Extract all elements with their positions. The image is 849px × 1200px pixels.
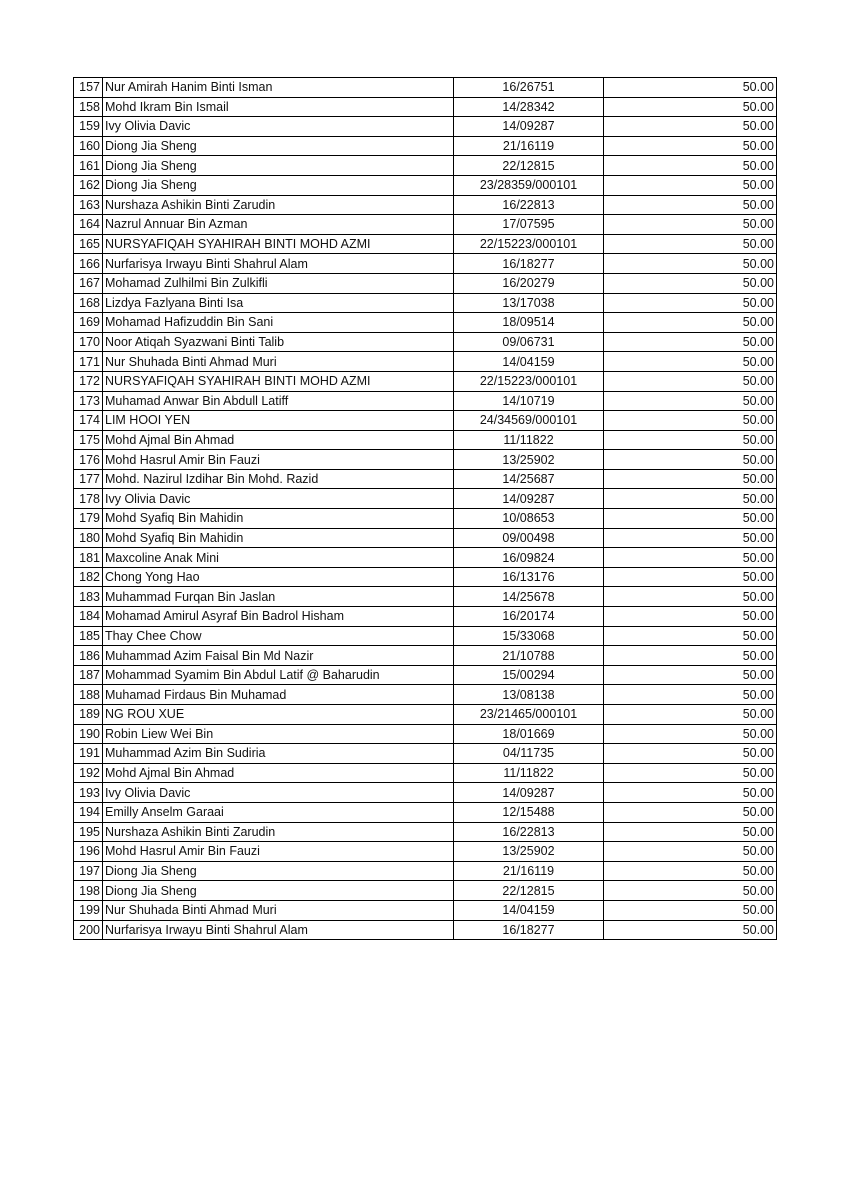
table-row <box>74 587 777 607</box>
row-number: 195 <box>74 822 103 842</box>
table-row <box>74 783 777 803</box>
amount-cell: 50.00 <box>604 626 777 646</box>
amount-cell: 50.00 <box>604 313 777 333</box>
reference-id-cell: 21/16119 <box>454 136 604 156</box>
reference-id-cell: 10/08653 <box>454 509 604 529</box>
reference-id-cell: 21/16119 <box>454 861 604 881</box>
name-cell: Mohd Hasrul Amir Bin Fauzi <box>103 842 454 862</box>
name-cell: Nurfarisya Irwayu Binti Shahrul Alam <box>103 920 454 940</box>
table-row <box>74 665 777 685</box>
table-row <box>74 920 777 940</box>
table-row <box>74 352 777 372</box>
reference-id-cell: 13/25902 <box>454 842 604 862</box>
name-cell: Mohd Ikram Bin Ismail <box>103 97 454 117</box>
table-row <box>74 822 777 842</box>
name-cell: Nur Shuhada Binti Ahmad Muri <box>103 352 454 372</box>
amount-cell: 50.00 <box>604 391 777 411</box>
row-number: 192 <box>74 763 103 783</box>
table-row <box>74 548 777 568</box>
table-row <box>74 97 777 117</box>
table-row <box>74 313 777 333</box>
row-number: 199 <box>74 900 103 920</box>
amount-cell: 50.00 <box>604 724 777 744</box>
name-cell: Nur Shuhada Binti Ahmad Muri <box>103 900 454 920</box>
table-row <box>74 900 777 920</box>
records-table-body <box>74 78 777 940</box>
table-row <box>74 842 777 862</box>
amount-cell: 50.00 <box>604 587 777 607</box>
row-number: 160 <box>74 136 103 156</box>
table-row <box>74 685 777 705</box>
reference-id-cell: 16/18277 <box>454 920 604 940</box>
amount-cell: 50.00 <box>604 97 777 117</box>
name-cell: Chong Yong Hao <box>103 567 454 587</box>
amount-cell: 50.00 <box>604 567 777 587</box>
table-row <box>74 509 777 529</box>
row-number: 178 <box>74 489 103 509</box>
name-cell: Nurshaza Ashikin Binti Zarudin <box>103 822 454 842</box>
name-cell: Ivy Olivia Davic <box>103 489 454 509</box>
amount-cell: 50.00 <box>604 156 777 176</box>
amount-cell: 50.00 <box>604 450 777 470</box>
amount-cell: 50.00 <box>604 763 777 783</box>
name-cell: NURSYAFIQAH SYAHIRAH BINTI MOHD AZMI <box>103 371 454 391</box>
reference-id-cell: 16/26751 <box>454 78 604 98</box>
amount-cell: 50.00 <box>604 528 777 548</box>
reference-id-cell: 24/34569/000101 <box>454 411 604 431</box>
row-number: 189 <box>74 705 103 725</box>
amount-cell: 50.00 <box>604 195 777 215</box>
amount-cell: 50.00 <box>604 332 777 352</box>
amount-cell: 50.00 <box>604 861 777 881</box>
row-number: 157 <box>74 78 103 98</box>
reference-id-cell: 18/09514 <box>454 313 604 333</box>
name-cell: Lizdya Fazlyana Binti Isa <box>103 293 454 313</box>
row-number: 165 <box>74 234 103 254</box>
reference-id-cell: 23/21465/000101 <box>454 705 604 725</box>
table-row <box>74 744 777 764</box>
name-cell: Mohamad Amirul Asyraf Bin Badrol Hisham <box>103 607 454 627</box>
name-cell: Mohamad Hafizuddin Bin Sani <box>103 313 454 333</box>
reference-id-cell: 23/28359/000101 <box>454 175 604 195</box>
name-cell: Mohd Hasrul Amir Bin Fauzi <box>103 450 454 470</box>
amount-cell: 50.00 <box>604 273 777 293</box>
name-cell: Mohamad Zulhilmi Bin Zulkifli <box>103 273 454 293</box>
row-number: 196 <box>74 842 103 862</box>
name-cell: Diong Jia Sheng <box>103 136 454 156</box>
table-row <box>74 293 777 313</box>
amount-cell: 50.00 <box>604 175 777 195</box>
amount-cell: 50.00 <box>604 685 777 705</box>
row-number: 183 <box>74 587 103 607</box>
table-row <box>74 175 777 195</box>
reference-id-cell: 22/15223/000101 <box>454 234 604 254</box>
row-number: 181 <box>74 548 103 568</box>
reference-id-cell: 13/08138 <box>454 685 604 705</box>
name-cell: Nurfarisya Irwayu Binti Shahrul Alam <box>103 254 454 274</box>
amount-cell: 50.00 <box>604 822 777 842</box>
amount-cell: 50.00 <box>604 78 777 98</box>
amount-cell: 50.00 <box>604 900 777 920</box>
amount-cell: 50.00 <box>604 842 777 862</box>
name-cell: Emilly Anselm Garaai <box>103 802 454 822</box>
row-number: 162 <box>74 175 103 195</box>
amount-cell: 50.00 <box>604 548 777 568</box>
row-number: 186 <box>74 646 103 666</box>
name-cell: Diong Jia Sheng <box>103 156 454 176</box>
table-row <box>74 156 777 176</box>
name-cell: Muhammad Azim Faisal Bin Md Nazir <box>103 646 454 666</box>
table-row <box>74 489 777 509</box>
row-number: 177 <box>74 469 103 489</box>
reference-id-cell: 09/06731 <box>454 332 604 352</box>
table-row <box>74 371 777 391</box>
reference-id-cell: 14/09287 <box>454 783 604 803</box>
row-number: 182 <box>74 567 103 587</box>
records-table <box>73 77 777 940</box>
table-row <box>74 234 777 254</box>
name-cell: Maxcoline Anak Mini <box>103 548 454 568</box>
amount-cell: 50.00 <box>604 430 777 450</box>
reference-id-cell: 14/25678 <box>454 587 604 607</box>
name-cell: Mohd Syafiq Bin Mahidin <box>103 509 454 529</box>
table-row <box>74 332 777 352</box>
reference-id-cell: 12/15488 <box>454 802 604 822</box>
table-row <box>74 763 777 783</box>
row-number: 191 <box>74 744 103 764</box>
reference-id-cell: 22/12815 <box>454 156 604 176</box>
row-number: 168 <box>74 293 103 313</box>
name-cell: Robin Liew Wei Bin <box>103 724 454 744</box>
amount-cell: 50.00 <box>604 411 777 431</box>
name-cell: Muhammad Furqan Bin Jaslan <box>103 587 454 607</box>
amount-cell: 50.00 <box>604 293 777 313</box>
reference-id-cell: 22/15223/000101 <box>454 371 604 391</box>
row-number: 185 <box>74 626 103 646</box>
reference-id-cell: 16/20279 <box>454 273 604 293</box>
amount-cell: 50.00 <box>604 705 777 725</box>
amount-cell: 50.00 <box>604 920 777 940</box>
table-row <box>74 254 777 274</box>
amount-cell: 50.00 <box>604 783 777 803</box>
row-number: 171 <box>74 352 103 372</box>
row-number: 197 <box>74 861 103 881</box>
table-row <box>74 528 777 548</box>
row-number: 184 <box>74 607 103 627</box>
name-cell: Mohd Ajmal Bin Ahmad <box>103 763 454 783</box>
name-cell: Nurshaza Ashikin Binti Zarudin <box>103 195 454 215</box>
table-row <box>74 724 777 744</box>
row-number: 175 <box>74 430 103 450</box>
amount-cell: 50.00 <box>604 646 777 666</box>
row-number: 188 <box>74 685 103 705</box>
row-number: 180 <box>74 528 103 548</box>
reference-id-cell: 14/09287 <box>454 489 604 509</box>
row-number: 166 <box>74 254 103 274</box>
reference-id-cell: 17/07595 <box>454 215 604 235</box>
reference-id-cell: 11/11822 <box>454 430 604 450</box>
name-cell: NURSYAFIQAH SYAHIRAH BINTI MOHD AZMI <box>103 234 454 254</box>
table-row <box>74 646 777 666</box>
amount-cell: 50.00 <box>604 117 777 137</box>
table-row <box>74 411 777 431</box>
reference-id-cell: 14/04159 <box>454 352 604 372</box>
reference-id-cell: 15/00294 <box>454 665 604 685</box>
name-cell: Mohd Ajmal Bin Ahmad <box>103 430 454 450</box>
amount-cell: 50.00 <box>604 744 777 764</box>
amount-cell: 50.00 <box>604 215 777 235</box>
row-number: 170 <box>74 332 103 352</box>
amount-cell: 50.00 <box>604 665 777 685</box>
row-number: 193 <box>74 783 103 803</box>
row-number: 169 <box>74 313 103 333</box>
amount-cell: 50.00 <box>604 489 777 509</box>
reference-id-cell: 14/09287 <box>454 117 604 137</box>
row-number: 158 <box>74 97 103 117</box>
table-row <box>74 881 777 901</box>
reference-id-cell: 21/10788 <box>454 646 604 666</box>
reference-id-cell: 04/11735 <box>454 744 604 764</box>
reference-id-cell: 11/11822 <box>454 763 604 783</box>
name-cell: Ivy Olivia Davic <box>103 117 454 137</box>
row-number: 194 <box>74 802 103 822</box>
table-row <box>74 861 777 881</box>
row-number: 159 <box>74 117 103 137</box>
reference-id-cell: 14/28342 <box>454 97 604 117</box>
reference-id-cell: 18/01669 <box>454 724 604 744</box>
reference-id-cell: 16/22813 <box>454 195 604 215</box>
name-cell: Muhamad Firdaus Bin Muhamad <box>103 685 454 705</box>
reference-id-cell: 13/25902 <box>454 450 604 470</box>
table-row <box>74 607 777 627</box>
name-cell: Muhammad Azim Bin Sudiria <box>103 744 454 764</box>
amount-cell: 50.00 <box>604 136 777 156</box>
name-cell: Mohammad Syamim Bin Abdul Latif @ Baharudin <box>103 665 454 685</box>
name-cell: Mohd Syafiq Bin Mahidin <box>103 528 454 548</box>
table-row <box>74 117 777 137</box>
amount-cell: 50.00 <box>604 371 777 391</box>
amount-cell: 50.00 <box>604 352 777 372</box>
name-cell: NG ROU XUE <box>103 705 454 725</box>
name-cell: Ivy Olivia Davic <box>103 783 454 803</box>
reference-id-cell: 09/00498 <box>454 528 604 548</box>
row-number: 190 <box>74 724 103 744</box>
reference-id-cell: 16/22813 <box>454 822 604 842</box>
name-cell: Thay Chee Chow <box>103 626 454 646</box>
name-cell: Noor Atiqah Syazwani Binti Talib <box>103 332 454 352</box>
table-row <box>74 430 777 450</box>
name-cell: LIM HOOI YEN <box>103 411 454 431</box>
name-cell: Diong Jia Sheng <box>103 881 454 901</box>
reference-id-cell: 13/17038 <box>454 293 604 313</box>
reference-id-cell: 15/33068 <box>454 626 604 646</box>
table-row <box>74 215 777 235</box>
reference-id-cell: 16/20174 <box>454 607 604 627</box>
row-number: 200 <box>74 920 103 940</box>
row-number: 172 <box>74 371 103 391</box>
amount-cell: 50.00 <box>604 509 777 529</box>
reference-id-cell: 16/13176 <box>454 567 604 587</box>
table-row <box>74 273 777 293</box>
table-row <box>74 626 777 646</box>
reference-id-cell: 14/04159 <box>454 900 604 920</box>
name-cell: Diong Jia Sheng <box>103 175 454 195</box>
reference-id-cell: 22/12815 <box>454 881 604 901</box>
name-cell: Mohd. Nazirul Izdihar Bin Mohd. Razid <box>103 469 454 489</box>
table-row <box>74 705 777 725</box>
row-number: 164 <box>74 215 103 235</box>
amount-cell: 50.00 <box>604 881 777 901</box>
table-row <box>74 136 777 156</box>
name-cell: Muhamad Anwar Bin Abdull Latiff <box>103 391 454 411</box>
reference-id-cell: 14/25687 <box>454 469 604 489</box>
row-number: 187 <box>74 665 103 685</box>
name-cell: Diong Jia Sheng <box>103 861 454 881</box>
row-number: 176 <box>74 450 103 470</box>
row-number: 198 <box>74 881 103 901</box>
name-cell: Nazrul Annuar Bin Azman <box>103 215 454 235</box>
row-number: 179 <box>74 509 103 529</box>
row-number: 173 <box>74 391 103 411</box>
table-row <box>74 450 777 470</box>
table-row <box>74 78 777 98</box>
table-row <box>74 567 777 587</box>
row-number: 163 <box>74 195 103 215</box>
reference-id-cell: 16/18277 <box>454 254 604 274</box>
row-number: 174 <box>74 411 103 431</box>
row-number: 167 <box>74 273 103 293</box>
table-row <box>74 195 777 215</box>
amount-cell: 50.00 <box>604 234 777 254</box>
amount-cell: 50.00 <box>604 607 777 627</box>
amount-cell: 50.00 <box>604 802 777 822</box>
reference-id-cell: 16/09824 <box>454 548 604 568</box>
table-row <box>74 469 777 489</box>
reference-id-cell: 14/10719 <box>454 391 604 411</box>
amount-cell: 50.00 <box>604 469 777 489</box>
amount-cell: 50.00 <box>604 254 777 274</box>
row-number: 161 <box>74 156 103 176</box>
name-cell: Nur Amirah Hanim Binti Isman <box>103 78 454 98</box>
table-row <box>74 391 777 411</box>
table-row <box>74 802 777 822</box>
